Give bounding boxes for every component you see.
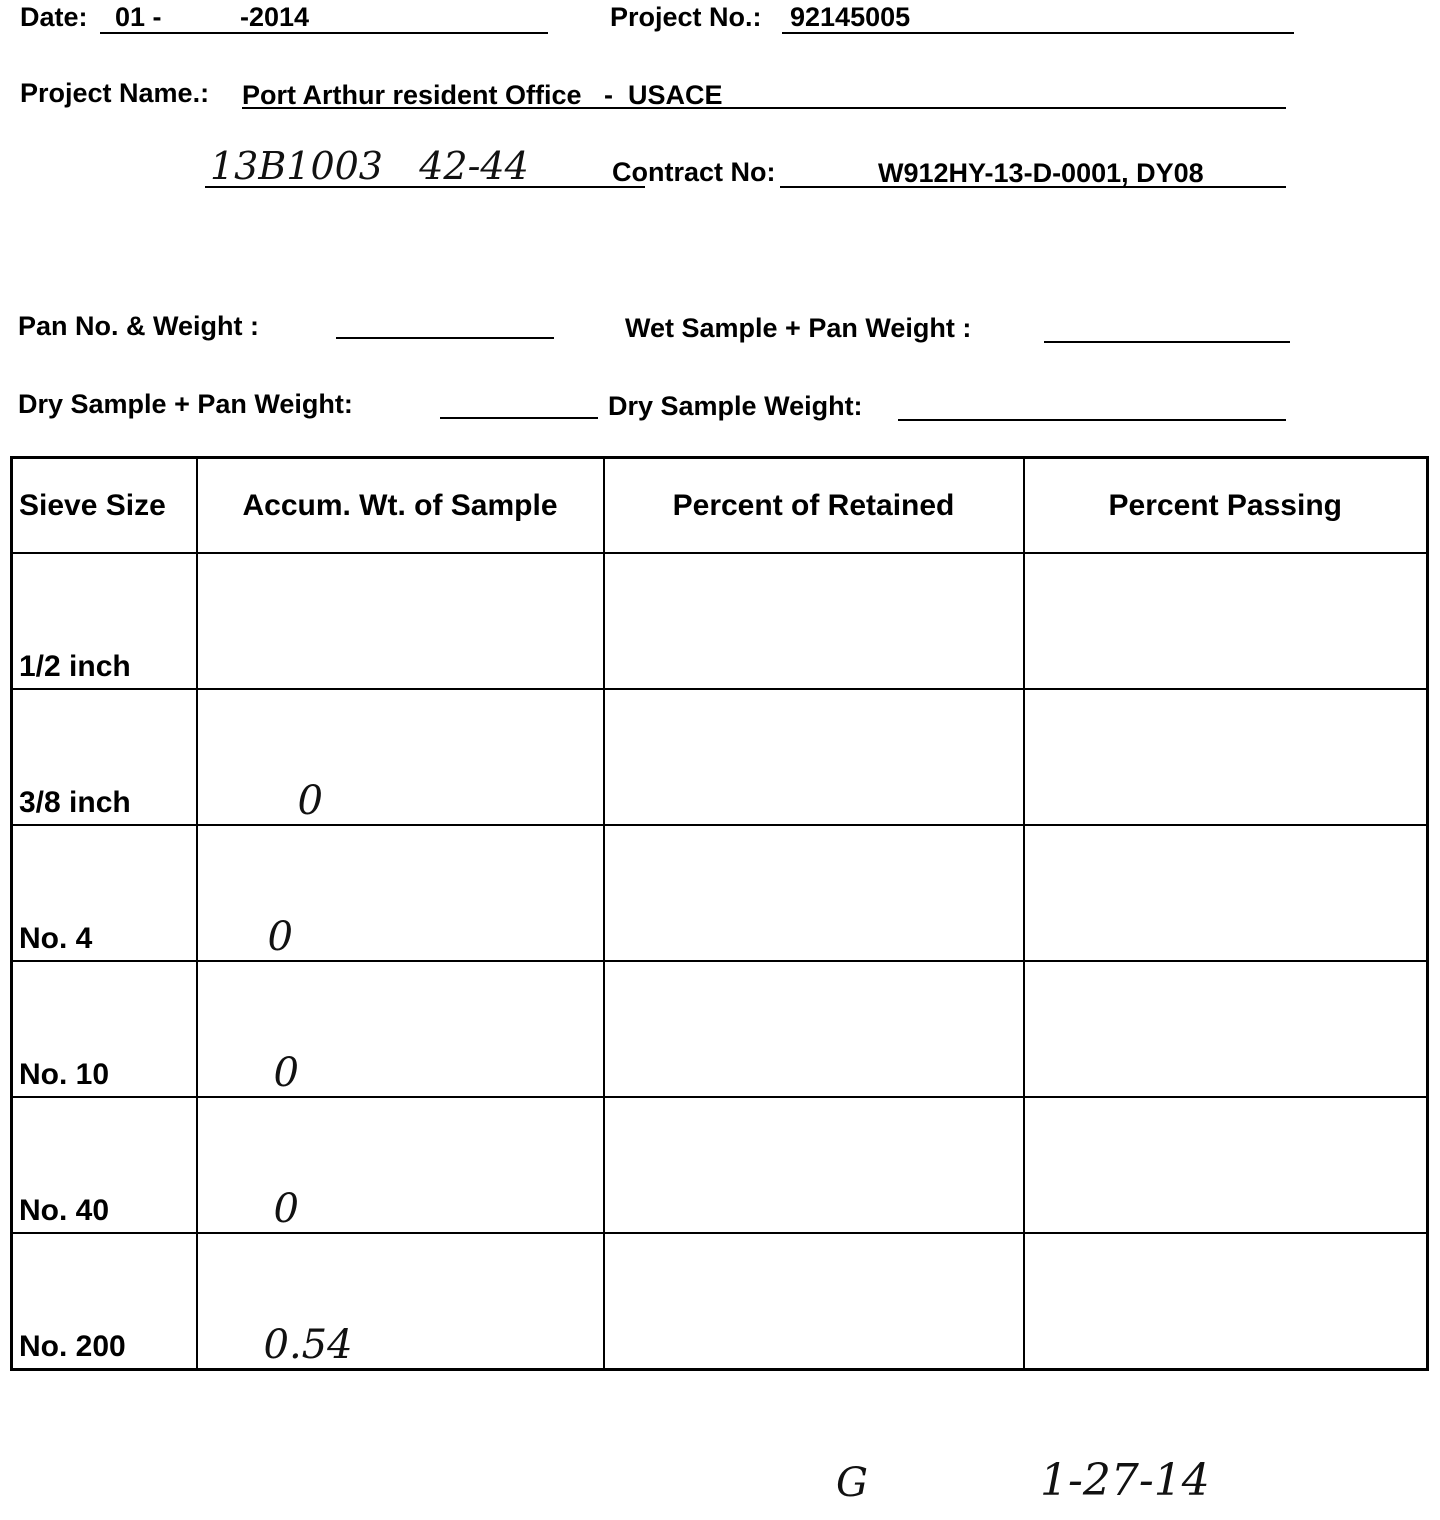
accum-cell — [197, 689, 604, 825]
accum-value: 0 — [273, 1050, 299, 1096]
header-percent-passing: Percent Passing — [1024, 458, 1428, 554]
retained-cell — [604, 689, 1024, 825]
project-name-label: Project Name.: — [20, 78, 210, 108]
table-row — [12, 553, 1428, 689]
passing-cell — [1024, 1233, 1428, 1370]
retained-cell — [604, 1097, 1024, 1233]
accum-cell — [197, 825, 604, 961]
passing-cell — [1024, 961, 1428, 1097]
sieve-size-cell: 1/2 inch — [12, 553, 197, 689]
boring-id-handwritten: 13B1003 42-44 — [210, 144, 529, 188]
project-no-value: 92145005 — [790, 2, 911, 32]
sieve-size-cell: No. 4 — [12, 825, 197, 961]
table-row — [12, 1233, 1428, 1370]
pan-weight-label: Pan No. & Weight : — [18, 311, 259, 341]
sieve-size-cell: No. 10 — [12, 961, 197, 1097]
project-name-line — [242, 107, 1286, 109]
table-row — [12, 1097, 1428, 1233]
accum-cell — [197, 1097, 604, 1233]
table-row — [12, 825, 1428, 961]
date-line — [100, 32, 548, 34]
retained-cell — [604, 1233, 1024, 1370]
header-percent-retained: Percent of Retained — [604, 458, 1024, 554]
retained-cell — [604, 825, 1024, 961]
project-no-label: Project No.: — [610, 2, 762, 32]
header-sieve-size: Sieve Size — [12, 458, 197, 554]
passing-cell — [1024, 825, 1428, 961]
sieve-size-cell: No. 40 — [12, 1097, 197, 1233]
date-label: Date: — [20, 2, 88, 32]
retained-cell — [604, 553, 1024, 689]
sieve-size-cell: 3/8 inch — [12, 689, 197, 825]
dry-sample-line — [898, 419, 1286, 421]
project-no-line — [782, 32, 1294, 34]
sieve-table — [10, 456, 1429, 1371]
accum-value: 0 — [273, 1186, 299, 1232]
dry-pan-weight-label: Dry Sample + Pan Weight: — [18, 389, 353, 419]
date-month: 01 - — [115, 2, 162, 32]
pan-weight-line — [336, 337, 554, 339]
sieve-size-cell: No. 200 — [12, 1233, 197, 1370]
contract-label: Contract No: — [612, 157, 776, 187]
accum-cell — [197, 553, 604, 689]
table-row — [12, 689, 1428, 825]
boring-id-line — [205, 186, 645, 188]
accum-cell — [197, 961, 604, 1097]
wet-sample-label: Wet Sample + Pan Weight : — [625, 313, 972, 343]
footer-initials: G — [836, 1460, 868, 1506]
date-year: -2014 — [240, 2, 310, 32]
table-row — [12, 961, 1428, 1097]
accum-cell — [197, 1233, 604, 1370]
accum-value: 0.54 — [263, 1322, 353, 1368]
header-accum-wt: Accum. Wt. of Sample — [197, 458, 604, 554]
dry-pan-weight-line — [440, 417, 598, 419]
accum-value: 0 — [297, 778, 323, 824]
dry-sample-label: Dry Sample Weight: — [608, 391, 863, 421]
contract-line — [780, 186, 1286, 188]
contract-value: W912HY-13-D-0001, DY08 — [878, 158, 1204, 188]
table-header-row — [12, 458, 1428, 554]
passing-cell — [1024, 553, 1428, 689]
accum-value: 0 — [267, 914, 293, 960]
retained-cell — [604, 961, 1024, 1097]
passing-cell — [1024, 1097, 1428, 1233]
passing-cell — [1024, 689, 1428, 825]
project-name-value: Port Arthur resident Office - USACE — [242, 80, 723, 110]
wet-sample-line — [1044, 341, 1290, 343]
footer-signed-date: 1-27-14 — [1040, 1455, 1210, 1506]
